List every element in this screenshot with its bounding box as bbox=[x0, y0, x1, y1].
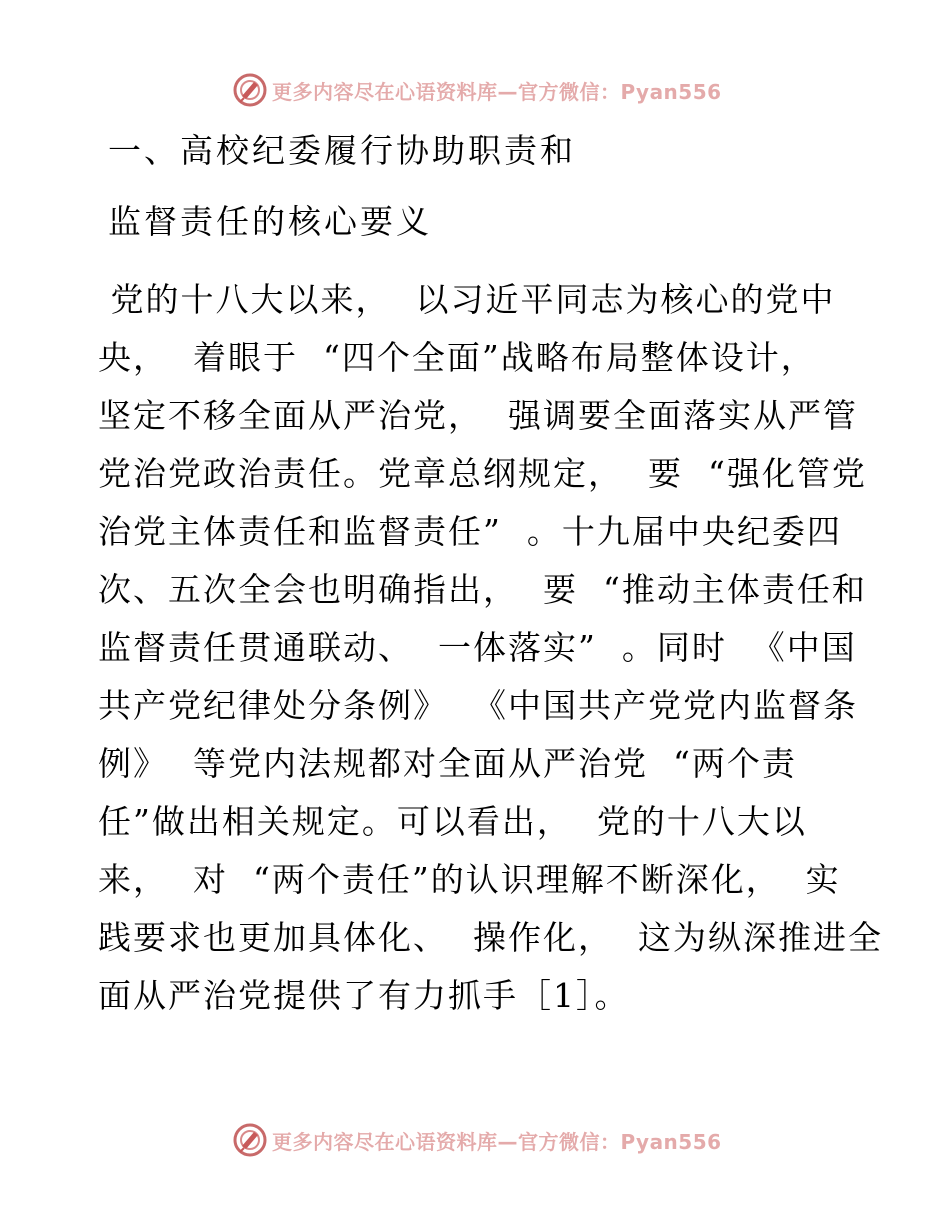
paragraph-line: 党治党政治责任。党章总纲规定， 要 “强化管党 bbox=[98, 454, 867, 493]
paragraph-line: 党的十八大以来， 以习近平同志为核心的党中 bbox=[98, 280, 836, 319]
paragraph-line: 央， 着眼于 “四个全面”战略布局整体设计， bbox=[98, 338, 816, 377]
section-heading-line-1: 一、高校纪委履行协助职责和 bbox=[108, 131, 576, 170]
section-heading-line-2: 监督责任的核心要义 bbox=[108, 202, 432, 241]
paragraph-line: 例》 等党内法规都对全面从严治党 “两个责 bbox=[98, 744, 797, 783]
logo-icon bbox=[232, 1122, 268, 1158]
logo-icon bbox=[232, 72, 268, 108]
paragraph-line: 治党主体责任和监督责任” 。十九届中央纪委四 bbox=[98, 512, 842, 551]
paragraph-line: 任”做出相关规定。可以看出， 党的十八大以 bbox=[98, 802, 807, 841]
paragraph-line: 共产党纪律处分条例》 《中国共产党党内监督条 bbox=[98, 686, 858, 725]
paragraph-line: 面从严治党提供了有力抓手［1］。 bbox=[98, 976, 630, 1015]
paragraph-line: 次、五次全会也明确指出， 要 “推动主体责任和 bbox=[98, 570, 867, 609]
paragraph-line: 监督责任贯通联动、 一体落实” 。同时 《中国 bbox=[98, 628, 857, 667]
paragraph-line: 践要求也更加具体化、 操作化， 这为纵深推进全 bbox=[98, 918, 883, 957]
watermark-text: 更多内容尽在心语资料库—官方微信：Pyan556 bbox=[272, 1129, 722, 1154]
paragraph-line: 坚定不移全面从严治党， 强调要全面落实从严管 bbox=[98, 396, 858, 435]
header-watermark bbox=[232, 70, 722, 110]
watermark-text: 更多内容尽在心语资料库—官方微信：Pyan556 bbox=[272, 79, 722, 104]
footer-watermark bbox=[232, 1120, 722, 1160]
paragraph-line: 来， 对 “两个责任”的认识理解不断深化， 实 bbox=[98, 860, 841, 899]
